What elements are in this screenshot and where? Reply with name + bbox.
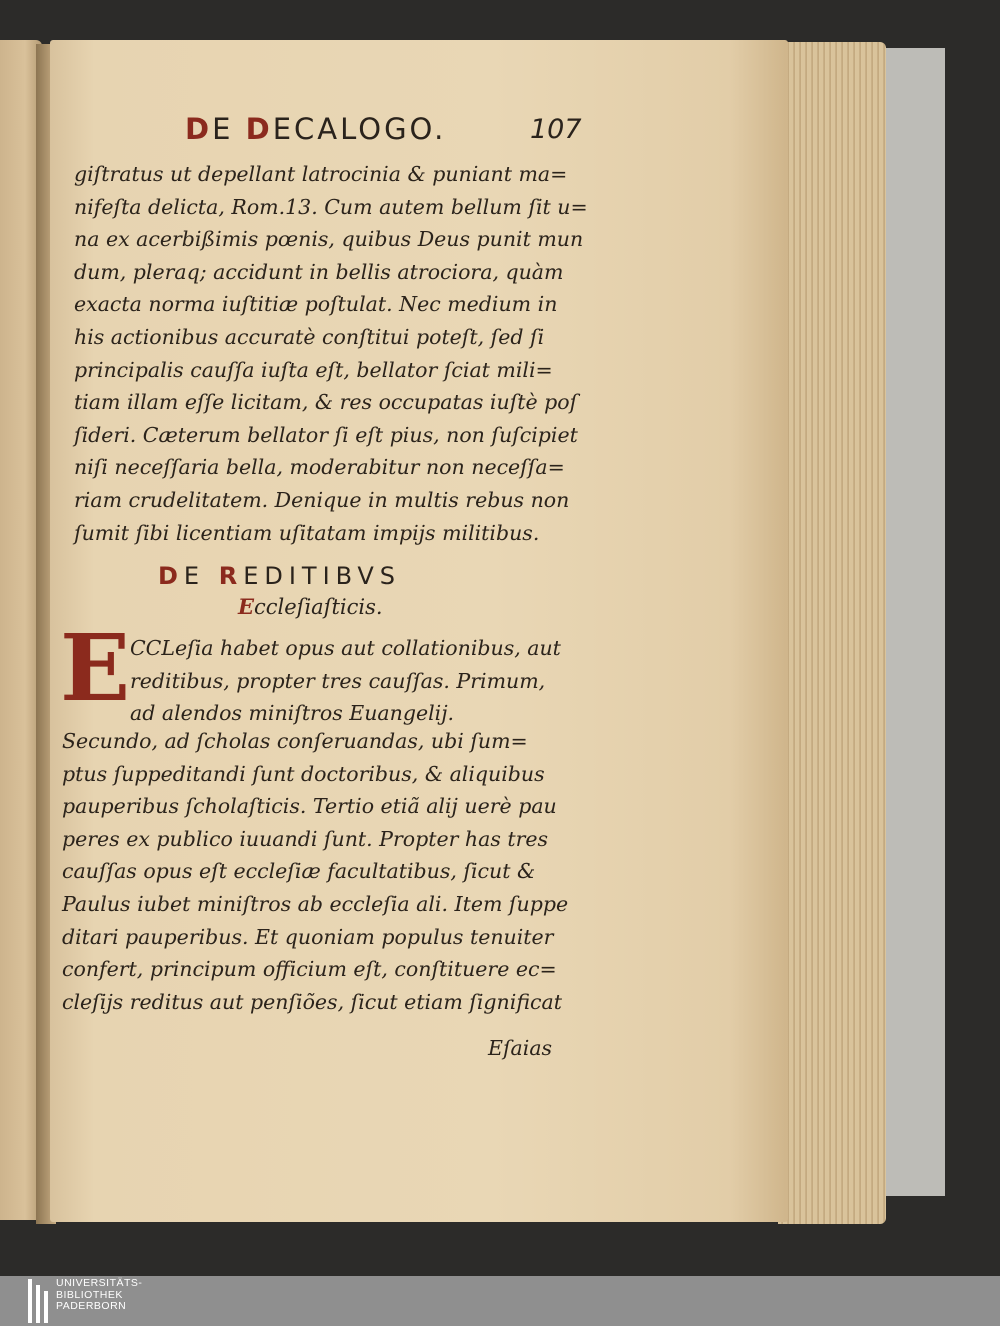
section-title-word2: EDITIBVS — [243, 562, 402, 590]
running-head-initial: D — [185, 112, 213, 146]
text-line: ad alendos miniſtros Euangelij. — [130, 701, 455, 726]
text-line: riam crudelitatem. Denique in multis rebus non — [74, 487, 570, 512]
text-line: tiam illam eſſe licitam, & res occupatas iuſtè poſ — [74, 390, 578, 415]
text-line: ditari pauperibus. Et quoniam populus tenuiter — [62, 924, 554, 949]
text-line: ptus ſuppeditandi ſunt doctoribus, & aliquibus — [62, 761, 545, 786]
page-edges — [778, 42, 886, 1224]
text-line: peres ex publico iuuandi ſunt. Propter has tres — [62, 826, 549, 851]
catchword: Eſaias — [488, 1036, 553, 1060]
page-number: 107 — [530, 114, 582, 145]
text-line: Paulus iubet miniſtros ab eccleſia ali. Item ſuppe — [62, 891, 569, 916]
institution-line: BIBLIOTHEK — [56, 1288, 123, 1301]
text-line: dum, pleraq; accidunt in bellis atrociora, quàm — [74, 259, 564, 284]
body-paragraph-1 — [74, 158, 588, 549]
text-line: ſumit ſibi licentiam uſitatam impijs militibus. — [74, 520, 540, 545]
section-title — [158, 562, 478, 590]
institution-line: PADERBORN — [56, 1300, 127, 1312]
text-line: na ex acerbißimis pœnis, quibus Deus punit mun — [74, 227, 584, 252]
section-title-word1: E — [183, 562, 219, 590]
running-head-word1: E — [212, 112, 246, 146]
text-line: CCLeſia habet opus aut collationibus, aut — [130, 636, 561, 660]
institution-name — [56, 1278, 142, 1313]
text-line: pauperibus ſcholaſticis. Tertio etiã alij uerè pau — [62, 794, 557, 819]
section-subtitle — [238, 594, 383, 619]
body-paragraph-2 — [130, 632, 570, 730]
drop-capital: E — [60, 614, 131, 722]
text-line: principalis cauſſa iuſta eſt, bellator ſciat mili= — [74, 357, 553, 382]
running-head-word2: ECALOGO. — [272, 112, 447, 146]
section-subtitle-text: ccleſiaſticis. — [254, 595, 383, 619]
text-line: cleſijs reditus aut penſiões, ſicut etiam ſignificat — [62, 989, 562, 1014]
running-head — [185, 112, 446, 146]
institution-line: UNIVERSITÄTS- — [56, 1277, 143, 1289]
text-line: his actionibus accuratè conſtitui poteſt, ſed ſi — [74, 324, 545, 349]
text-line: reditibus, propter tres cauſſas. Primum, — [130, 668, 546, 693]
library-logo-icon — [28, 1279, 50, 1323]
section-title-initial2: R — [218, 562, 244, 590]
text-line: Secundo, ad ſcholas conſeruandas, ubi ſum= — [62, 729, 528, 753]
text-line: confert, principum officium eſt, conſtituere ec= — [62, 957, 557, 982]
text-line: niſi neceſſaria bella, moderabitur non neceſſa= — [74, 455, 565, 480]
text-line: ſideri. Cæterum bellator ſi eſt pius, non ſuſcipiet — [74, 422, 578, 447]
text-line: exacta norma iuſtitiæ poſtulat. Nec medium in — [74, 292, 558, 317]
text-line: giſtratus ut depellant latrocinia & puniant ma= — [74, 162, 568, 186]
footer-bar — [0, 1276, 1000, 1326]
section-title-initial: D — [158, 562, 184, 590]
text-line: nifeſta delicta, Rom.13. Cum autem bellum ſit u= — [74, 194, 588, 219]
running-head-initial2: D — [245, 112, 273, 146]
text-line: cauſſas opus eſt eccleſiæ facultatibus, ſicut & — [62, 859, 536, 884]
body-paragraph-3 — [62, 725, 572, 1018]
page-header — [185, 112, 585, 152]
section-subtitle-initial: E — [238, 594, 255, 619]
